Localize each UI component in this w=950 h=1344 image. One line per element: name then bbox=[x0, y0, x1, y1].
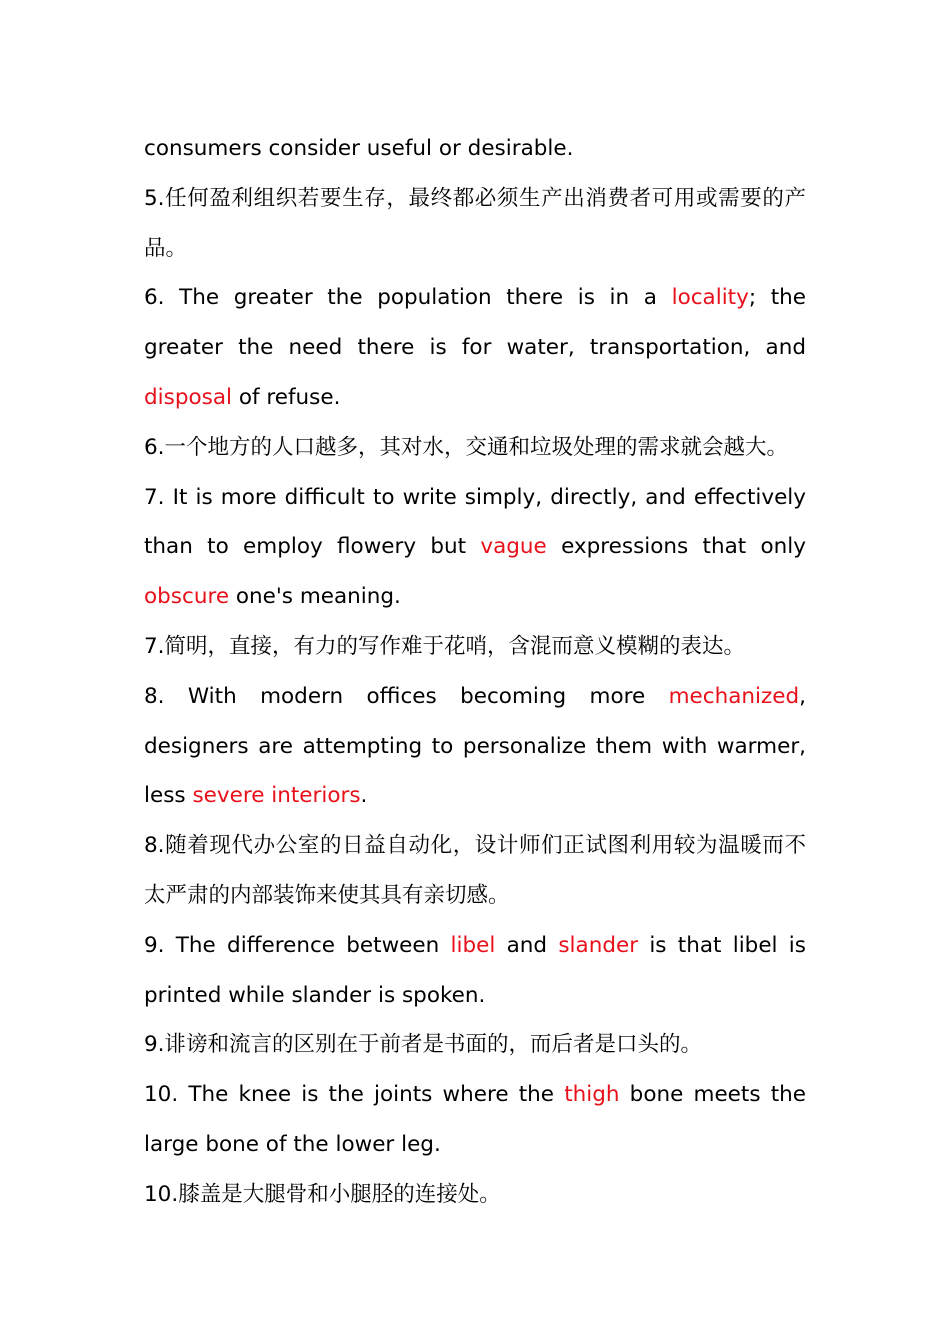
text-run: 7. bbox=[144, 633, 165, 659]
text-run: is that libel is printed while slander is spoken. bbox=[144, 932, 806, 1008]
highlighted-vocabulary: thigh bbox=[564, 1082, 620, 1108]
highlighted-vocabulary: libel bbox=[450, 932, 496, 958]
text-run: and bbox=[495, 932, 559, 958]
text-run: 5. bbox=[144, 185, 165, 211]
translation-paragraph bbox=[144, 622, 806, 672]
text-run: 9. bbox=[144, 1032, 165, 1058]
text-run: 8. bbox=[144, 833, 165, 859]
text-run: 9. The difference between bbox=[144, 932, 451, 958]
text-run: of refuse. bbox=[231, 384, 341, 410]
highlighted-vocabulary: slander bbox=[558, 932, 639, 958]
text-run: bone meets the large bone of the lower leg. bbox=[144, 1082, 806, 1157]
text-run: , designers are attempting to personalize them with warmer, less bbox=[144, 683, 806, 809]
text-run: consumers consider useful or desirable. bbox=[144, 136, 574, 161]
text-run: 6. bbox=[144, 434, 165, 460]
text-run: 简明，直接，有力的写作难于花哨，含混而意义模糊的表达。 bbox=[164, 633, 746, 659]
highlighted-vocabulary: severe interiors bbox=[192, 783, 361, 809]
text-run: 10. bbox=[144, 1181, 179, 1207]
highlighted-vocabulary: mechanized bbox=[668, 683, 800, 709]
text-run: expressions that only bbox=[546, 534, 806, 560]
text-run: 7. It is more difficult to write simply, directly, and effectively than to employ flowery but bbox=[144, 484, 806, 560]
translation-paragraph bbox=[144, 174, 806, 274]
text-run: 膝盖是大腿骨和小腿胫的连接处。 bbox=[178, 1181, 501, 1207]
highlighted-vocabulary: obscure bbox=[144, 584, 230, 610]
text-run: 6. The greater the population there is in a bbox=[144, 285, 672, 311]
text-run: ; the greater the need there is for water, transportation, and bbox=[144, 285, 806, 361]
text-run: 随着现代办公室的日益自动化，设计师们正试图利用较为温暖而不太严肃的内部装饰来使其具有亲切感。 bbox=[144, 833, 806, 908]
sentence-paragraph bbox=[144, 124, 806, 174]
sentence-paragraph bbox=[144, 273, 806, 422]
text-run: 8. With modern offices becoming more bbox=[144, 683, 669, 709]
text-run: 一个地方的人口越多，其对水，交通和垃圾处理的需求就会越大。 bbox=[164, 434, 789, 460]
text-run: 任何盈利组织若要生存，最终都必须生产出消费者可用或需要的产品。 bbox=[144, 185, 806, 261]
translation-paragraph bbox=[144, 1020, 806, 1070]
sentence-paragraph bbox=[144, 473, 806, 622]
sentence-paragraph bbox=[144, 672, 806, 821]
sentence-paragraph bbox=[144, 921, 806, 1021]
translation-paragraph bbox=[144, 423, 806, 473]
document-page bbox=[144, 124, 806, 1220]
translation-paragraph bbox=[144, 1170, 806, 1220]
text-run: 诽谤和流言的区别在于前者是书面的，而后者是口头的。 bbox=[164, 1032, 703, 1058]
highlighted-vocabulary: vague bbox=[480, 534, 547, 560]
highlighted-vocabulary: disposal bbox=[144, 384, 232, 410]
text-run: one's meaning. bbox=[229, 584, 401, 610]
sentence-paragraph bbox=[144, 1070, 806, 1170]
highlighted-vocabulary: locality bbox=[671, 285, 749, 311]
translation-paragraph bbox=[144, 821, 806, 921]
text-run: 10. The knee is the joints where the bbox=[144, 1082, 565, 1108]
text-run: . bbox=[360, 783, 368, 809]
